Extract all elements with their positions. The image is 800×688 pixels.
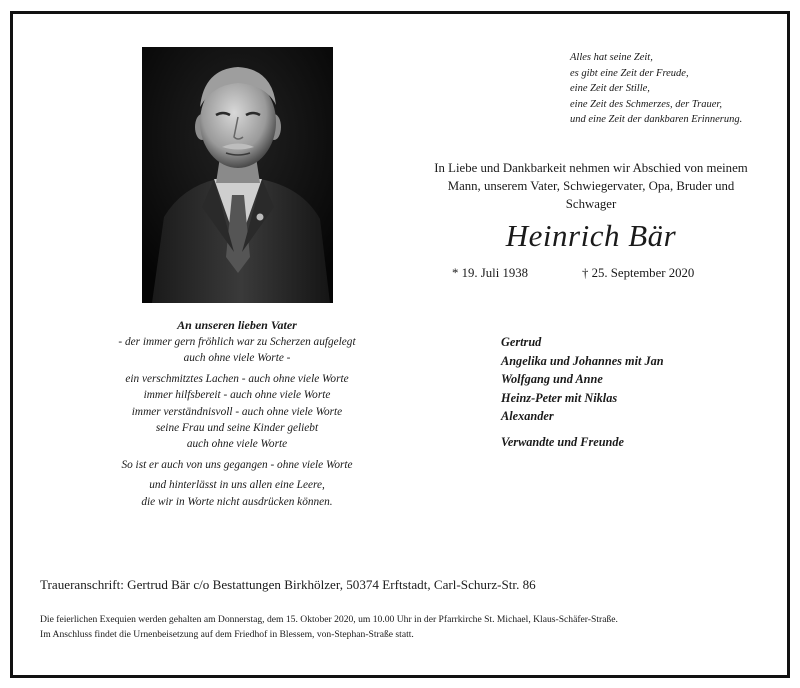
poem-line: seine Frau und seine Kinder geliebt <box>155 422 319 435</box>
poem-line: immer hilfsbereit - auch ohne viele Worte <box>143 389 331 402</box>
quote-line: eine Zeit der Stille, <box>570 83 650 95</box>
quote-block <box>570 50 780 128</box>
deceased-name: Heinrich Bär <box>505 218 677 253</box>
intro-text <box>392 159 790 213</box>
intro-line: In Liebe und Dankbarkeit nehmen wir Abschied von meinem <box>434 161 748 175</box>
poem-line: die wir in Worte nicht ausdrücken können. <box>141 495 333 508</box>
poem-line: So ist er auch von uns gegangen - ohne viele Worte <box>121 458 353 471</box>
poem-block <box>92 316 382 510</box>
service-note <box>40 612 780 642</box>
intro-line: Schwager <box>565 197 617 211</box>
poem-line: - der immer gern fröhlich war zu Scherzen aufgelegt <box>118 336 356 348</box>
poem-line: auch ohne viele Worte - <box>183 352 291 365</box>
mourner-name: Alexander <box>501 409 554 424</box>
relatives-line: Verwandte und Freunde <box>501 434 624 449</box>
mourner-name: Gertrud <box>501 335 542 349</box>
quote-line: es gibt eine Zeit der Freude, <box>570 67 689 79</box>
service-note-line: Die feierlichen Exequien werden gehalten am Donnerstag, dem 15. Oktober 2020, um 10.00 Uhr in der Pfarrkirche St. Michael, Klaus-Schäfer-Straße. <box>40 614 618 625</box>
poem-line: ein verschmitztes Lachen - auch ohne viele Worte <box>125 372 349 385</box>
birth-date: * 19. Juli 1938 <box>452 266 529 280</box>
mourner-name: Wolfgang und Anne <box>501 372 603 387</box>
poem-line: immer verständnisvoll - auch ohne viele Worte <box>131 405 343 418</box>
quote-line: eine Zeit des Schmerzes, der Trauer, <box>570 98 722 110</box>
quote-line: Alles hat seine Zeit, <box>570 52 653 63</box>
quote-line: und eine Zeit der dankbaren Erinnerung. <box>570 114 743 126</box>
death-date: † 25. September 2020 <box>582 266 695 280</box>
poem-line: auch ohne viele Worte <box>186 438 288 451</box>
mourner-name: Angelika und Johannes mit Jan <box>501 353 664 368</box>
poem-title: An unseren lieben Vater <box>177 318 297 332</box>
poem-line: und hinterlässt in uns allen eine Leere, <box>149 479 325 492</box>
service-note-line: Im Anschluss findet die Urnenbeisetzung auf dem Friedhof in Blessem, von-Stephan-Straße statt. <box>40 629 414 640</box>
portrait-photo <box>142 47 333 303</box>
mourning-address: Traueranschrift: Gertrud Bär c/o Bestattungen Birkhölzer, 50374 Erftstadt, Carl-Schurz-Str. 86 <box>40 577 536 592</box>
mourners-list <box>501 333 664 452</box>
mourner-name: Heinz-Peter mit Niklas <box>501 390 618 405</box>
intro-line: Mann, unserem Vater, Schwiegervater, Opa, Bruder und <box>447 179 735 193</box>
